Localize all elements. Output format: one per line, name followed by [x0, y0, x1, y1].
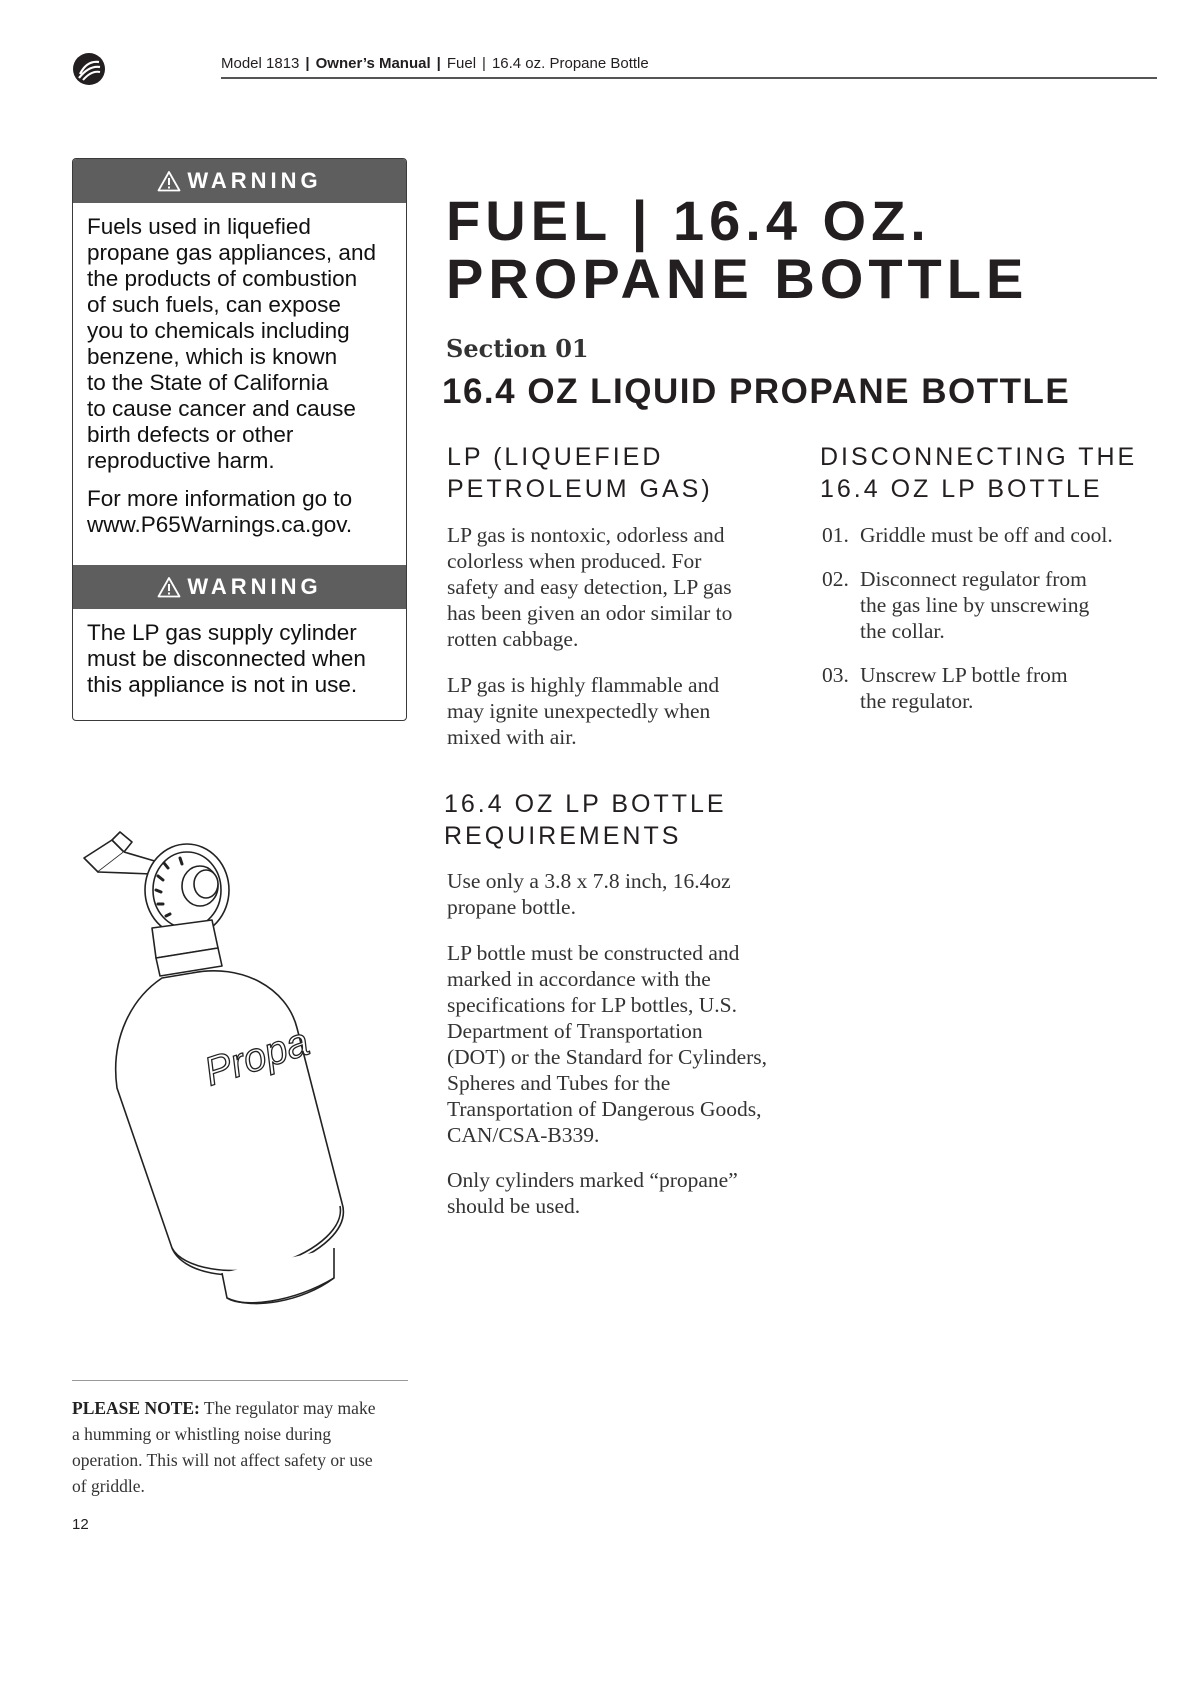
header-divider [221, 77, 1157, 79]
text-line: the regulator. [860, 689, 974, 713]
section-label: Section 01 [446, 334, 589, 363]
breadcrumb-topic: 16.4 oz. Propane Bottle [491, 55, 649, 72]
warning-text-2 [87, 620, 396, 698]
step-number: 03. [822, 663, 849, 687]
text-line: may ignite unexpectedly when [447, 699, 711, 723]
text-line: Spheres and Tubes for the [447, 1071, 671, 1095]
list-item [822, 566, 1162, 644]
warning-line: Fuels used in liquefied [87, 214, 311, 239]
bottle-label: Propa [199, 1019, 315, 1095]
lp-gas-heading [447, 441, 713, 505]
text-line: Transportation of Dangerous Goods, [447, 1097, 762, 1121]
heading-line: 16.4 OZ LP BOTTLE [820, 475, 1103, 503]
heading-line: DISCONNECTING THE [820, 443, 1138, 471]
warning-header-1 [73, 159, 406, 203]
text-line: Only cylinders marked “propane” [447, 1168, 738, 1192]
text-line: marked in accordance with the [447, 967, 711, 991]
please-note [72, 1395, 402, 1499]
requirements-paragraph-1 [447, 868, 807, 920]
text-line: LP gas is nontoxic, odorless and [447, 523, 725, 547]
warning-label-1: WARNING [187, 168, 322, 193]
breadcrumb-model: Model 1813 [221, 55, 300, 72]
lp-gas-paragraph-2 [447, 672, 787, 750]
heading-line: 16.4 OZ LP BOTTLE [444, 790, 727, 818]
warning-line: The LP gas supply cylinder [87, 620, 357, 645]
list-item [822, 522, 1162, 548]
text-line: specifications for LP bottles, U.S. [447, 993, 738, 1017]
text-line: a humming or whistling noise during [72, 1424, 332, 1444]
heading-line: PETROLEUM GAS) [447, 475, 713, 503]
disconnecting-heading [820, 441, 1137, 505]
text-line: Griddle must be off and cool. [860, 523, 1113, 547]
warning-line: to cause cancer and cause [87, 396, 356, 421]
warning-line: the products of combustion [87, 266, 358, 291]
warning-text-1 [87, 214, 396, 538]
warning-line: benzene, which is known [87, 344, 338, 369]
page-title-line-2: PROPANE BOTTLE [446, 247, 1029, 310]
text-line: LP gas is highly flammable and [447, 673, 720, 697]
text-line: the collar. [860, 619, 945, 643]
text-line: The regulator may make [199, 1398, 376, 1418]
step-number: 01. [822, 523, 849, 547]
warning-line: propane gas appliances, and [87, 240, 376, 265]
warning-line: you to chemicals including [87, 318, 350, 343]
requirements-paragraph-3 [447, 1167, 807, 1219]
text-line: operation. This will not affect safety or use [72, 1450, 373, 1470]
lp-gas-paragraph-1 [447, 522, 787, 652]
heading-line: REQUIREMENTS [444, 822, 682, 850]
warning-box [72, 158, 407, 721]
warning-line: this appliance is not in use. [87, 672, 358, 697]
text-line: colorless when produced. For [447, 549, 702, 573]
text-line: Unscrew LP bottle from [860, 663, 1068, 687]
brand-logo-icon [72, 52, 106, 86]
text-line: safety and easy detection, LP gas [447, 575, 732, 599]
warning-url: www.P65Warnings.ca.gov. [87, 512, 353, 537]
text-line: rotten cabbage. [447, 627, 579, 651]
note-divider [72, 1380, 408, 1381]
page-title [446, 189, 1029, 310]
text-line: propane bottle. [447, 895, 576, 919]
warning-label-2: WARNING [187, 574, 322, 599]
text-line: CAN/CSA-B339. [447, 1123, 600, 1147]
text-line: Disconnect regulator from [860, 567, 1087, 591]
text-line: Department of Transportation [447, 1019, 703, 1043]
warning-line: to the State of California [87, 370, 329, 395]
list-item [822, 662, 1162, 714]
requirements-heading [444, 788, 727, 852]
page-title-line-1: FUEL | 16.4 OZ. [446, 189, 931, 252]
warning-more-info: For more information go to [87, 486, 353, 511]
text-line: has been given an odor similar to [447, 601, 733, 625]
breadcrumb-section: Fuel [446, 55, 477, 72]
warning-line: birth defects or other [87, 422, 294, 447]
note-label: PLEASE NOTE: [72, 1398, 200, 1418]
propane-bottle-illustration [72, 828, 392, 1318]
warning-triangle-icon [157, 170, 181, 192]
warning-triangle-icon [157, 576, 181, 598]
disconnecting-steps [822, 522, 1162, 714]
warning-line: reproductive harm. [87, 448, 275, 473]
requirements-paragraph-2 [447, 940, 807, 1148]
warning-line: of such fuels, can expose [87, 292, 341, 317]
heading-line: LP (LIQUEFIED [447, 443, 664, 471]
step-number: 02. [822, 567, 849, 591]
breadcrumb-manual: Owner’s Manual [315, 55, 431, 72]
text-line: the gas line by unscrewing [860, 593, 1090, 617]
warning-line: must be disconnected when [87, 646, 366, 671]
breadcrumb: Model 1813 | Owner’s Manual | Fuel | 16.4 oz. Propane Bottle [221, 55, 649, 72]
text-line: mixed with air. [447, 725, 577, 749]
text-line: of griddle. [72, 1476, 145, 1496]
text-line: Use only a 3.8 x 7.8 inch, 16.4oz [447, 869, 731, 893]
warning-header-2 [73, 565, 406, 609]
text-line: should be used. [447, 1194, 581, 1218]
page-number: 12 [72, 1516, 89, 1533]
text-line: LP bottle must be constructed and [447, 941, 740, 965]
text-line: (DOT) or the Standard for Cylinders, [447, 1045, 768, 1069]
section-title: 16.4 OZ LIQUID PROPANE BOTTLE [442, 372, 1071, 411]
